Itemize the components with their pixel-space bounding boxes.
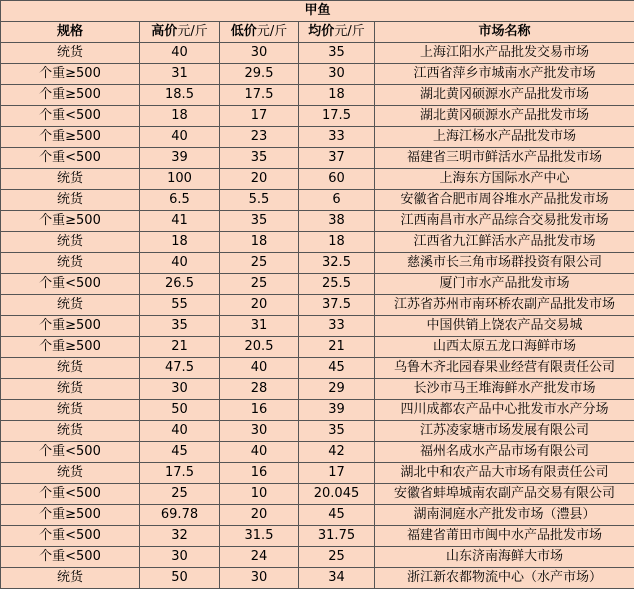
header-high-unit: 元/斤 — [177, 24, 208, 39]
cell-spec: 个重≥500 — [1, 127, 140, 148]
cell-low-price: 20 — [220, 169, 299, 190]
cell-spec: 个重<500 — [1, 274, 140, 295]
cell-spec: 个重<500 — [1, 547, 140, 568]
cell-low-price: 29.5 — [220, 64, 299, 85]
cell-market: 福建省三明市鲜活水产品批发市场 — [375, 148, 634, 169]
cell-high-price: 6.5 — [140, 190, 220, 211]
cell-market: 四川成都农产品中心批发市水产分场 — [375, 400, 634, 421]
cell-low-price: 18 — [220, 232, 299, 253]
cell-high-price: 41 — [140, 211, 220, 232]
table-title: 甲鱼 — [1, 1, 634, 22]
cell-high-price: 18.5 — [140, 85, 220, 106]
table-row — [1, 337, 634, 358]
table-row — [1, 400, 634, 421]
cell-avg-price: 38 — [299, 211, 375, 232]
cell-avg-price: 29 — [299, 379, 375, 400]
header-low-label: 低价 — [230, 24, 257, 39]
cell-avg-price: 35 — [299, 421, 375, 442]
table-row — [1, 211, 634, 232]
cell-avg-price: 37.5 — [299, 295, 375, 316]
cell-market: 上海江杨水产品批发市场 — [375, 127, 634, 148]
cell-market: 厦门市水产品批发市场 — [375, 274, 634, 295]
cell-high-price: 40 — [140, 43, 220, 64]
cell-spec: 个重<500 — [1, 442, 140, 463]
cell-spec: 统货 — [1, 43, 140, 64]
cell-market: 福州名成水产品市场有限公司 — [375, 442, 634, 463]
table-row — [1, 106, 634, 127]
cell-market: 长沙市马王堆海鲜水产批发市场 — [375, 379, 634, 400]
cell-spec: 统货 — [1, 568, 140, 589]
cell-market: 福建省莆田市闽中水产品批发市场 — [375, 526, 634, 547]
cell-low-price: 23 — [220, 127, 299, 148]
cell-high-price: 18 — [140, 232, 220, 253]
table-row — [1, 379, 634, 400]
cell-high-price: 55 — [140, 295, 220, 316]
cell-avg-price: 17 — [299, 463, 375, 484]
cell-spec: 统货 — [1, 421, 140, 442]
cell-market: 乌鲁木齐北园春果业经营有限责任公司 — [375, 358, 634, 379]
cell-low-price: 20 — [220, 295, 299, 316]
table-row — [1, 127, 634, 148]
cell-spec: 个重<500 — [1, 526, 140, 547]
cell-low-price: 10 — [220, 484, 299, 505]
cell-low-price: 20.5 — [220, 337, 299, 358]
header-market-label: 市场名称 — [478, 24, 531, 39]
cell-high-price: 32 — [140, 526, 220, 547]
cell-low-price: 30 — [220, 43, 299, 64]
table-row — [1, 85, 634, 106]
table-row — [1, 274, 634, 295]
cell-market: 慈溪市长三角市场群投资有限公司 — [375, 253, 634, 274]
table-row — [1, 547, 634, 568]
cell-low-price: 16 — [220, 463, 299, 484]
cell-low-price: 17.5 — [220, 85, 299, 106]
cell-avg-price: 30 — [299, 64, 375, 85]
cell-high-price: 26.5 — [140, 274, 220, 295]
cell-avg-price: 35 — [299, 43, 375, 64]
cell-high-price: 50 — [140, 568, 220, 589]
cell-low-price: 25 — [220, 274, 299, 295]
header-avg-unit: 元/斤 — [334, 24, 365, 39]
header-spec-label: 规格 — [56, 24, 83, 39]
cell-low-price: 25 — [220, 253, 299, 274]
table-row — [1, 253, 634, 274]
cell-spec: 个重<500 — [1, 148, 140, 169]
cell-high-price: 40 — [140, 253, 220, 274]
header-high-label: 高价 — [151, 24, 178, 39]
cell-low-price: 30 — [220, 568, 299, 589]
cell-spec: 统货 — [1, 253, 140, 274]
cell-avg-price: 25 — [299, 547, 375, 568]
cell-avg-price: 60 — [299, 169, 375, 190]
cell-high-price: 100 — [140, 169, 220, 190]
cell-avg-price: 45 — [299, 358, 375, 379]
cell-avg-price: 33 — [299, 316, 375, 337]
cell-spec: 个重≥500 — [1, 85, 140, 106]
cell-low-price: 31.5 — [220, 526, 299, 547]
cell-high-price: 40 — [140, 421, 220, 442]
table-row — [1, 64, 634, 85]
cell-spec: 个重≥500 — [1, 211, 140, 232]
cell-low-price: 40 — [220, 358, 299, 379]
cell-high-price: 50 — [140, 400, 220, 421]
cell-high-price: 21 — [140, 337, 220, 358]
cell-avg-price: 21 — [299, 337, 375, 358]
cell-market: 安徽省蚌埠城南农副产品交易有限公司 — [375, 484, 634, 505]
table-row — [1, 505, 634, 526]
cell-avg-price: 39 — [299, 400, 375, 421]
cell-low-price: 20 — [220, 505, 299, 526]
cell-spec: 统货 — [1, 295, 140, 316]
cell-avg-price: 25.5 — [299, 274, 375, 295]
cell-low-price: 31 — [220, 316, 299, 337]
cell-market: 中国供销上饶农产品交易城 — [375, 316, 634, 337]
cell-market: 浙江新农都物流中心（水产市场） — [375, 568, 634, 589]
cell-avg-price: 45 — [299, 505, 375, 526]
cell-market: 湖南洞庭水产批发市场（澧县） — [375, 505, 634, 526]
cell-high-price: 30 — [140, 379, 220, 400]
cell-avg-price: 33 — [299, 127, 375, 148]
cell-avg-price: 31.75 — [299, 526, 375, 547]
cell-spec: 个重≥500 — [1, 505, 140, 526]
cell-high-price: 47.5 — [140, 358, 220, 379]
header-low-price — [220, 22, 299, 43]
table-header-row — [1, 22, 634, 43]
cell-high-price: 17.5 — [140, 463, 220, 484]
cell-spec: 个重≥500 — [1, 64, 140, 85]
cell-high-price: 31 — [140, 64, 220, 85]
cell-market: 上海东方国际水产中心 — [375, 169, 634, 190]
table-row — [1, 568, 634, 589]
cell-low-price: 16 — [220, 400, 299, 421]
cell-market: 江西省九江鲜活水产品批发市场 — [375, 232, 634, 253]
cell-avg-price: 34 — [299, 568, 375, 589]
cell-market: 江西省萍乡市城南水产批发市场 — [375, 64, 634, 85]
table-row — [1, 421, 634, 442]
cell-high-price: 18 — [140, 106, 220, 127]
table-row — [1, 295, 634, 316]
cell-market: 湖北黄冈硕源水产品批发市场 — [375, 106, 634, 127]
cell-market: 江西南昌市水产品综合交易批发市场 — [375, 211, 634, 232]
cell-low-price: 28 — [220, 379, 299, 400]
cell-high-price: 40 — [140, 127, 220, 148]
cell-spec: 个重≥500 — [1, 316, 140, 337]
cell-avg-price: 20.045 — [299, 484, 375, 505]
cell-spec: 统货 — [1, 169, 140, 190]
header-avg-label: 均价 — [308, 24, 335, 39]
cell-avg-price: 6 — [299, 190, 375, 211]
cell-spec: 个重<500 — [1, 106, 140, 127]
cell-spec: 统货 — [1, 358, 140, 379]
cell-market: 湖北黄冈硕源水产品批发市场 — [375, 85, 634, 106]
cell-low-price: 24 — [220, 547, 299, 568]
cell-avg-price: 17.5 — [299, 106, 375, 127]
cell-market: 江苏凌家塘市场发展有限公司 — [375, 421, 634, 442]
table-row — [1, 169, 634, 190]
table-row — [1, 484, 634, 505]
table-row — [1, 442, 634, 463]
table-row — [1, 526, 634, 547]
table-row — [1, 148, 634, 169]
cell-high-price: 69.78 — [140, 505, 220, 526]
cell-market: 湖北中和农产品大市场有限责任公司 — [375, 463, 634, 484]
header-low-unit: 元/斤 — [256, 24, 288, 39]
cell-spec: 统货 — [1, 232, 140, 253]
table-row — [1, 463, 634, 484]
price-table-body — [1, 1, 634, 589]
cell-low-price: 40 — [220, 442, 299, 463]
cell-avg-price: 42 — [299, 442, 375, 463]
header-spec — [1, 22, 140, 43]
cell-low-price: 17 — [220, 106, 299, 127]
cell-low-price: 5.5 — [220, 190, 299, 211]
table-row — [1, 190, 634, 211]
cell-spec: 个重≥500 — [1, 337, 140, 358]
table-title-row — [1, 1, 634, 22]
cell-market: 山西太原五龙口海鲜市场 — [375, 337, 634, 358]
cell-market: 江苏省苏州市南环桥农副产品批发市场 — [375, 295, 634, 316]
cell-market: 上海江阳水产品批发交易市场 — [375, 43, 634, 64]
header-high-price — [140, 22, 220, 43]
cell-avg-price: 18 — [299, 85, 375, 106]
table-row — [1, 232, 634, 253]
table-row — [1, 316, 634, 337]
header-market — [375, 22, 634, 43]
cell-avg-price: 37 — [299, 148, 375, 169]
cell-avg-price: 18 — [299, 232, 375, 253]
cell-low-price: 35 — [220, 148, 299, 169]
cell-spec: 统货 — [1, 190, 140, 211]
header-avg-price — [299, 22, 375, 43]
cell-market: 山东济南海鲜大市场 — [375, 547, 634, 568]
cell-high-price: 25 — [140, 484, 220, 505]
cell-spec: 统货 — [1, 463, 140, 484]
table-row — [1, 43, 634, 64]
cell-avg-price: 32.5 — [299, 253, 375, 274]
cell-low-price: 30 — [220, 421, 299, 442]
cell-spec: 个重<500 — [1, 484, 140, 505]
cell-spec: 统货 — [1, 400, 140, 421]
cell-high-price: 35 — [140, 316, 220, 337]
cell-spec: 统货 — [1, 379, 140, 400]
cell-high-price: 30 — [140, 547, 220, 568]
cell-low-price: 35 — [220, 211, 299, 232]
cell-high-price: 39 — [140, 148, 220, 169]
cell-high-price: 45 — [140, 442, 220, 463]
cell-market: 安徽省合肥市周谷堆水产品批发市场 — [375, 190, 634, 211]
table-row — [1, 358, 634, 379]
